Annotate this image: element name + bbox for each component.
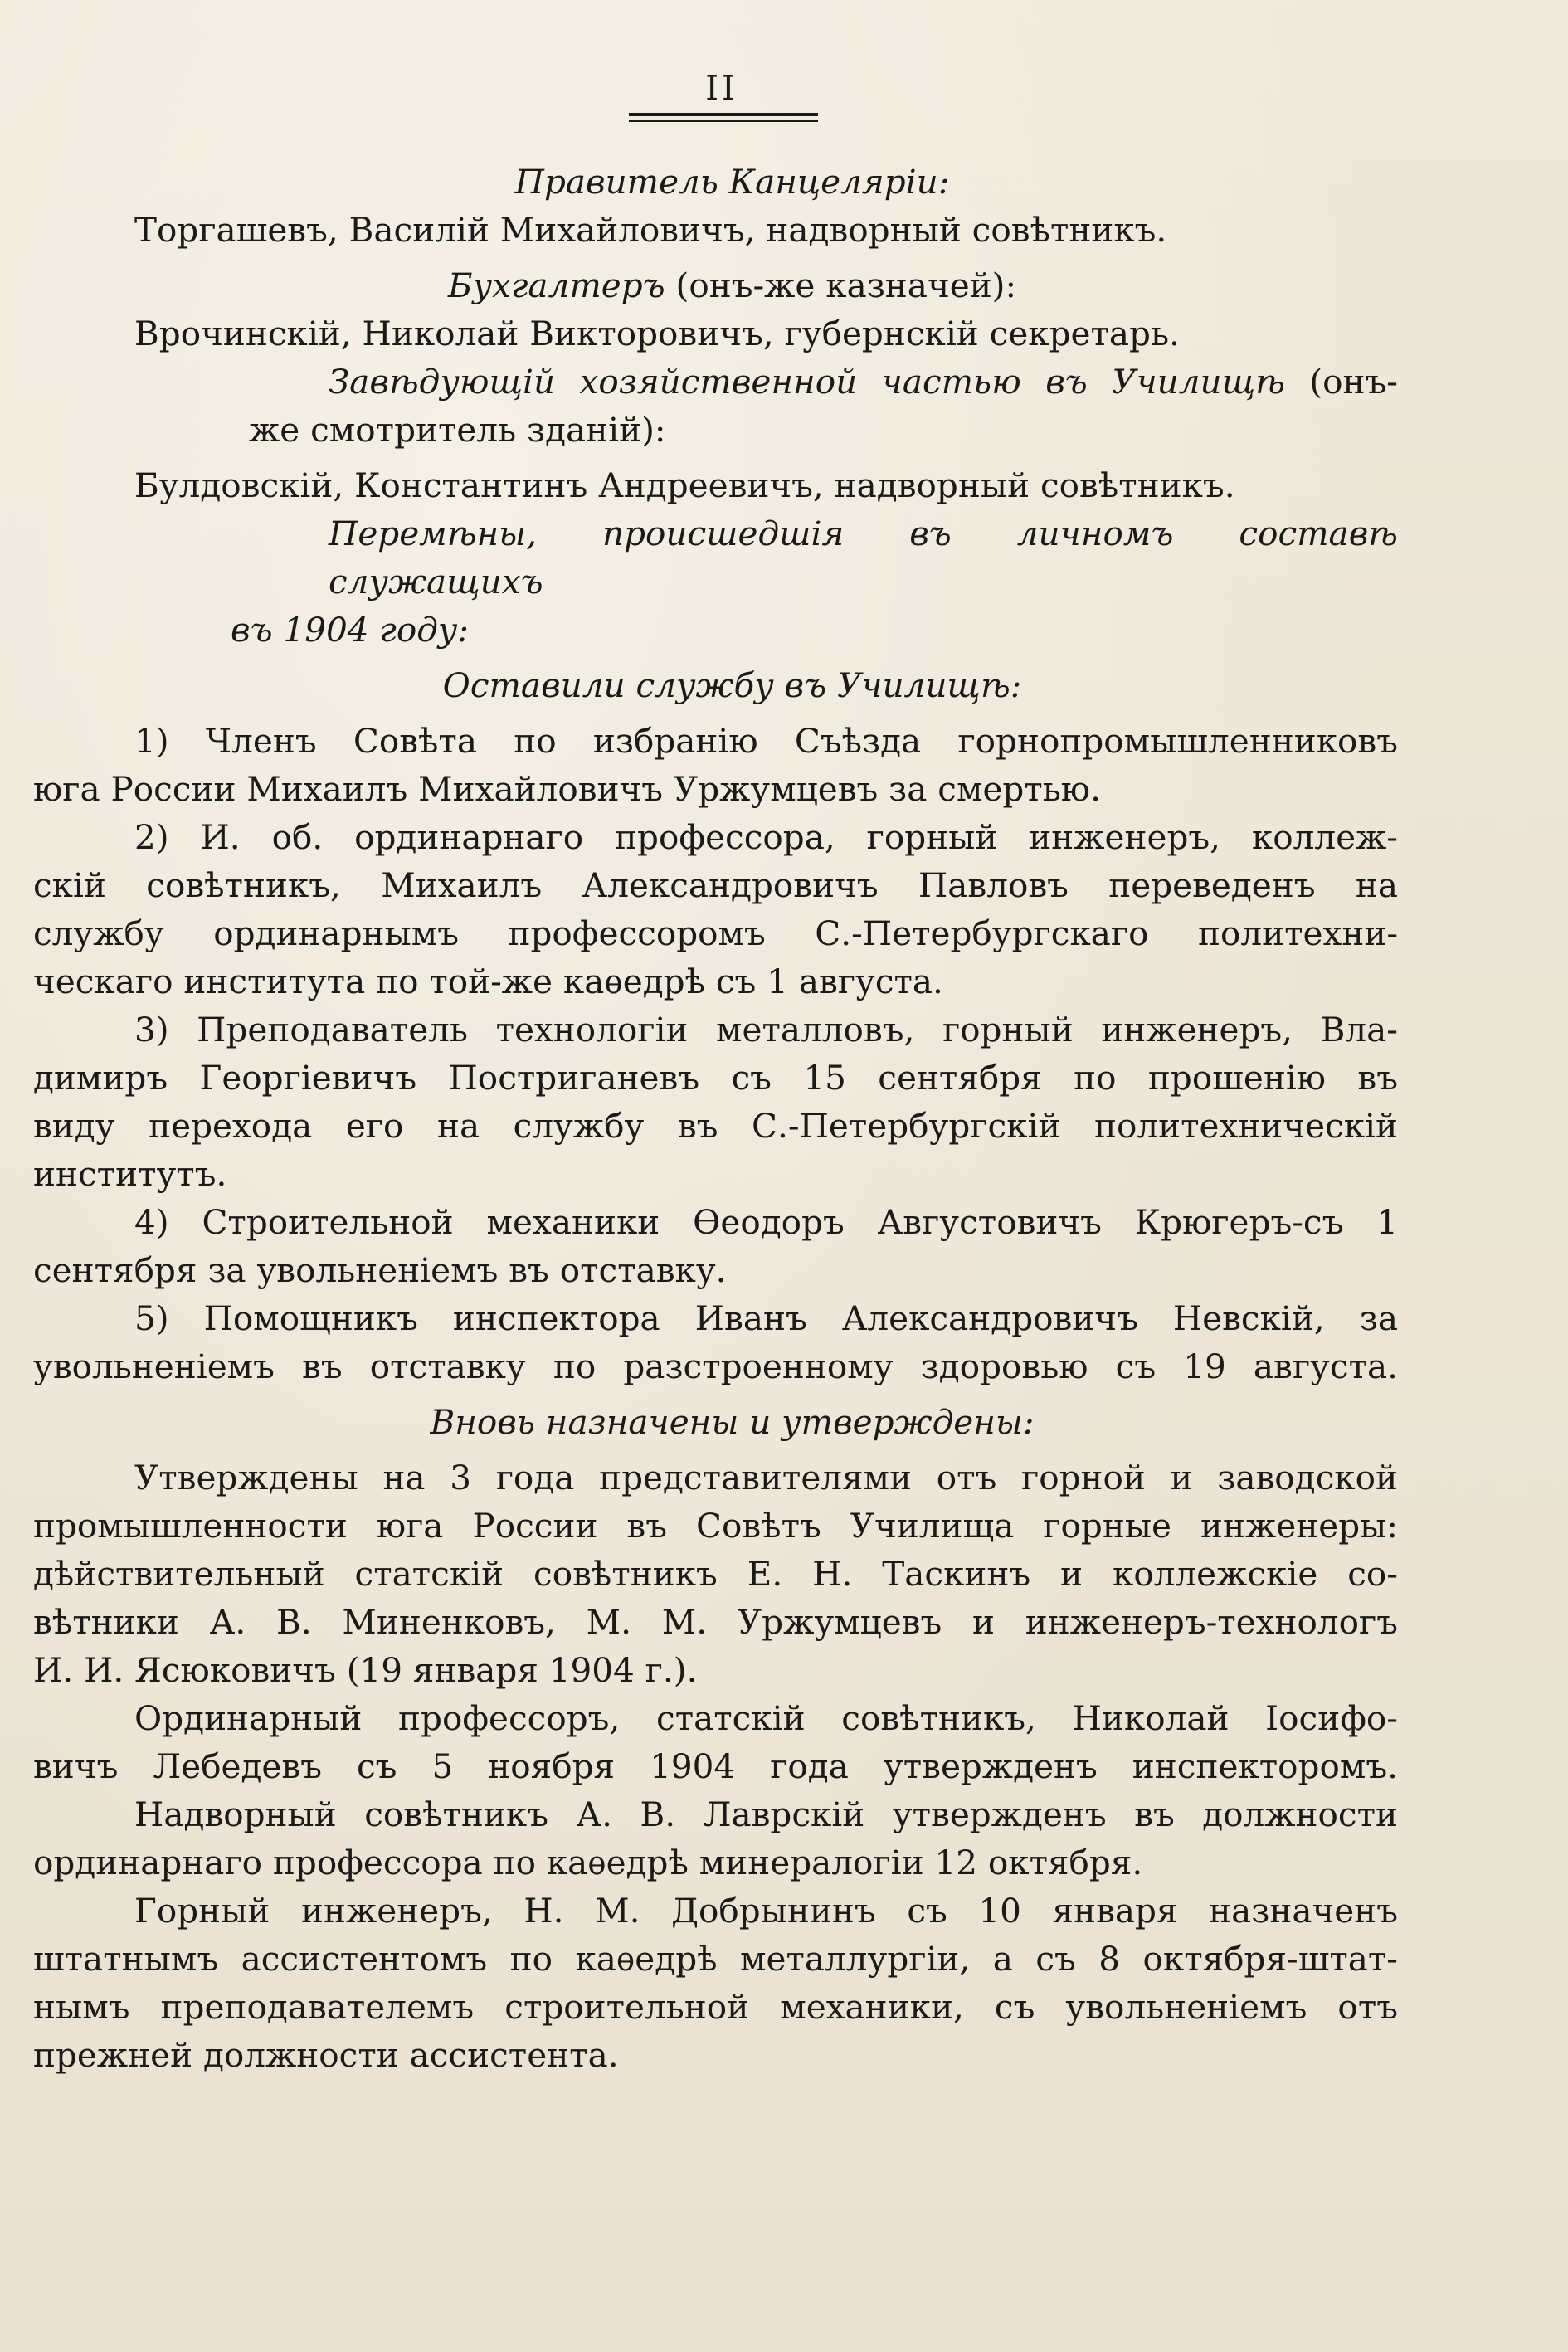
text-line: виду перехода его на службу въ С.-Петербургскій политехническій [33, 1106, 1398, 1146]
text-line: дѣйствительный статскій совѣтникъ Е. Н. Таскинъ и коллежскіе со- [33, 1554, 1398, 1594]
text-line: нымъ преподавателемъ строительной механики, съ увольненіемъ отъ [33, 1987, 1398, 2027]
page-number: II [705, 70, 738, 108]
text-line: ческаго института по той-же каѳедрѣ съ 1 августа. [33, 962, 943, 1001]
text-line: 3) Преподаватель технологіи металловъ, горный инженеръ, Вла- [134, 1010, 1398, 1049]
text-line: штатнымъ ассистентомъ по каѳедрѣ металлургіи, а съ 8 октября-штат- [33, 1939, 1398, 1979]
text-line: сентября за увольненіемъ въ отставку. [33, 1250, 727, 1290]
text-line: промышленности юга России въ Совѣтъ Училища горные инженеры: [33, 1506, 1398, 1546]
text-line: И. И. Ясюковичъ (19 января 1904 г.). [33, 1650, 698, 1690]
text-line: Горный инженеръ, Н. М. Добрынинъ съ 10 января назначенъ [134, 1891, 1398, 1931]
text-line: увольненіемъ въ отставку по разстроенному здоровью съ 19 августа. [33, 1346, 1398, 1386]
text-line: 4) Строительной механики Ѳеодоръ Августовичъ Крюгеръ-съ 1 [134, 1202, 1398, 1242]
text-line: юга России Михаилъ Михайловичъ Уржумцевъ за смертью. [33, 769, 1101, 809]
text-line: прежней должности ассистента. [33, 2035, 619, 2075]
text-line: 5) Помощникъ инспектора Иванъ Александровичъ Невскій, за [134, 1298, 1398, 1338]
text-line: Ординарный профессоръ, статскій совѣтникъ, Николай Іосифо- [134, 1698, 1398, 1738]
page-number-rule [629, 113, 818, 116]
text-line: скій совѣтникъ, Михаилъ Александровичъ Павловъ переведенъ на [33, 865, 1398, 905]
section-heading: Завѣдующій хозяйственной частью въ Училищѣ (онъ- [329, 362, 1398, 402]
text-line: же смотритель зданій): [249, 410, 666, 450]
section-heading: Вновь назначены и утверждены: [430, 1402, 1035, 1442]
text-line: вѣтники А. В. Миненковъ, М. М. Уржумцевъ и инженеръ-технологъ [33, 1602, 1398, 1642]
text-line: димиръ Георгіевичъ Постриганевъ съ 15 сентября по прошенію въ [33, 1058, 1398, 1098]
text-line: институтъ. [33, 1154, 227, 1194]
text-line: Торгашевъ, Василій Михайловичъ, надворный совѣтникъ. [134, 210, 1167, 250]
section-heading: Бухгалтеръ (онъ-же казначей): [447, 265, 1017, 305]
section-heading: Оставили службу въ Училищѣ: [442, 665, 1022, 705]
section-heading: Правитель Канцеляріи: [514, 162, 950, 202]
text-line: вичъ Лебедевъ съ 5 ноября 1904 года утвержденъ инспекторомъ. [33, 1746, 1398, 1786]
section-heading: въ 1904 году: [231, 610, 470, 650]
text-line: 1) Членъ Совѣта по избранію Съѣзда горнопромышленниковъ [134, 721, 1398, 761]
text-line: ординарнаго профессора по каѳедрѣ минералогіи 12 октября. [33, 1843, 1143, 1882]
text-line: службу ординарнымъ профессоромъ С.-Петербургскаго политехни- [33, 913, 1398, 953]
section-heading: Перемѣны, происшедшія въ личномъ составѣ служащихъ [329, 514, 1398, 601]
page-number-rule-thin [629, 120, 818, 122]
text-line: Булдовскій, Константинъ Андреевичъ, надворный совѣтникъ. [134, 465, 1235, 505]
body-text [33, 158, 1398, 2079]
text-line: Врочинскій, Николай Викторовичъ, губернскій секретарь. [134, 314, 1180, 353]
text-line: Утверждены на 3 года представителями отъ горной и заводской [134, 1458, 1398, 1497]
text-line: Надворный совѣтникъ А. В. Лаврскій утвержденъ въ должности [134, 1794, 1398, 1834]
text-line: 2) И. об. ординарнаго профессора, горный инженеръ, коллеж- [134, 817, 1398, 857]
